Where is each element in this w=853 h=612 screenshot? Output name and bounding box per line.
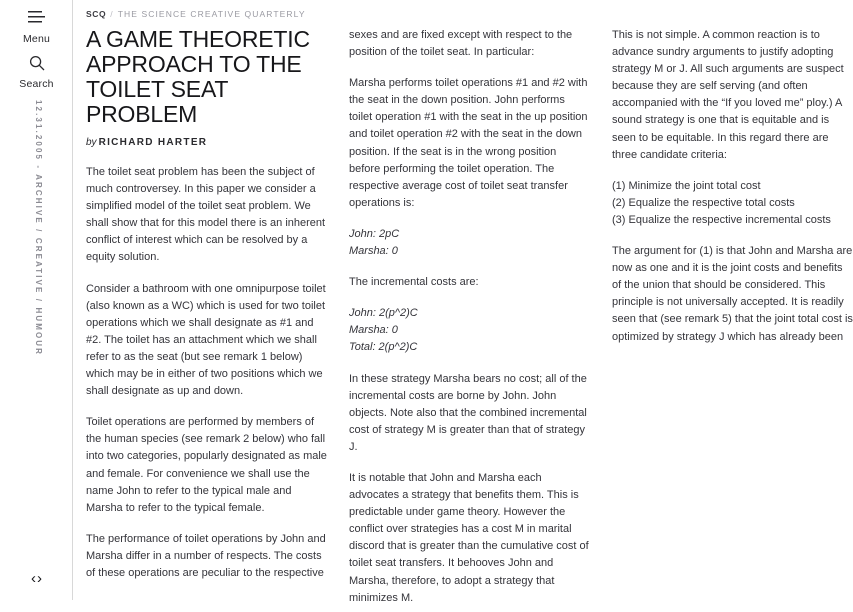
breadcrumb-brand[interactable]: SCQ bbox=[86, 9, 107, 19]
cost-block bbox=[349, 226, 590, 260]
byline bbox=[86, 137, 327, 148]
paragraph: This is not simple. A common reaction is to advance sundry arguments to justify adopting strategy M or J. All such arguments are suspect because they are self serving (and often accompanied with the “If you loved me” ploy.) A sound strategy is one that is equitable and is seen to be equitable. In this regard there are three candidate criteria: bbox=[612, 29, 844, 161]
hamburger-menu-icon bbox=[0, 10, 73, 30]
paragraph: Consider a bathroom with one omnipurpose toilet (also known as a WC) which is used for two toilet operations which we shall designate as #1 and #2. The toilet has an attachment which we shall refer to as the seat (but see remark 1 below) which may be in either of two positions which we shall designate as up and down. bbox=[86, 282, 326, 398]
search-button[interactable] bbox=[0, 55, 73, 90]
paragraph: Marsha performs toilet operations #1 and #2 with the seat in the down position. John performs toilet operation #1 with the seat in the up position and toilet operation #2 with the seat in the down position. If the seat is in the wrong position before performing the toilet operation. The respective average cost of toilet seat transfer operations is: bbox=[349, 77, 588, 209]
cost-line: John: 2pC bbox=[349, 227, 400, 240]
cost-line: Total: 2(p^2)C bbox=[349, 341, 418, 354]
search-label: Search bbox=[19, 78, 54, 90]
next-article-button[interactable]: › bbox=[37, 570, 42, 587]
cost-line: Marsha: 0 bbox=[349, 245, 398, 258]
article-content bbox=[73, 0, 853, 604]
cost-line: Marsha: 0 bbox=[349, 324, 398, 337]
criteria-item: (2) Equalize the respective total costs bbox=[612, 196, 795, 209]
paragraph: The performance of toilet operations by John and Marsha differ in a number of respects. The costs of these operations are peculiar to the respective sexes and are fixed except with respect to the position of the toilet seat. In particular: bbox=[86, 29, 573, 579]
byline-by-word: by bbox=[86, 137, 97, 148]
breadcrumb bbox=[86, 9, 590, 19]
breadcrumb-separator: / bbox=[110, 9, 114, 19]
article-pager bbox=[0, 570, 73, 588]
menu-label: Menu bbox=[22, 33, 51, 45]
criteria-item: (1) Minimize the joint total cost bbox=[612, 179, 761, 192]
incremental-costs-lead: The incremental costs are: bbox=[349, 276, 479, 289]
paragraph: In these strategy Marsha bears no cost; all of the incremental costs are borne by John. John objects. Note also that the combined incremental cost of strategy M is greater than that of strategy J. bbox=[349, 372, 587, 453]
previous-article-button[interactable]: ‹ bbox=[31, 570, 36, 587]
paragraph: The toilet seat problem has been the subject of much controversey. In this paper we consider a simplified model of the toilet seat problem. We shall show that for this model there is an inherent conflict of interest which can be resolved by a equity solution. bbox=[86, 166, 326, 264]
article-columns bbox=[86, 26, 853, 612]
left-rail bbox=[0, 0, 73, 600]
menu-button[interactable] bbox=[0, 10, 73, 45]
page-title: A GAME THEORETIC APPROACH TO THE TOILET SEAT PROBLEM bbox=[86, 26, 310, 127]
article-meta-vertical: 12.31.2005 - ARCHIVE / CREATIVE / HUMOUR bbox=[34, 100, 43, 357]
criteria-item: (3) Equalize the respective incremental costs bbox=[612, 213, 831, 226]
search-icon bbox=[0, 55, 73, 75]
paragraph: The argument for (1) is that John and Marsha are now as one and it is the joint costs and benefits of the union that should be considered. This principle is not universally accepted. It is readily seen that (see remark 5) that the joint total cost is optimized by strategy J which has already been bbox=[612, 245, 853, 343]
paragraph: Toilet operations are performed by members of the human species (see remark 2 below) who fall into two categories, popularly designated as male and female. For convenience we shall use the name John to refer to the typical male and Marsha to refer to the typical female. bbox=[86, 416, 327, 514]
paragraph: It is notable that John and Marsha each advocates a strategy that benefits them. This is predictable under game theory. However the conflict over strategies has a cost M in marital discord that is greater than the cumulative cost of toilet seat transfers. It behooves John and Marsha, therefore, to adopt a strategy that minimizes M. bbox=[349, 471, 589, 604]
cost-line: John: 2(p^2)C bbox=[349, 307, 418, 320]
byline-author: RICHARD HARTER bbox=[98, 137, 208, 148]
breadcrumb-site-name[interactable]: THE SCIENCE CREATIVE QUARTERLY bbox=[117, 9, 306, 19]
criteria-list bbox=[612, 178, 853, 229]
incremental-cost-block bbox=[349, 305, 590, 356]
